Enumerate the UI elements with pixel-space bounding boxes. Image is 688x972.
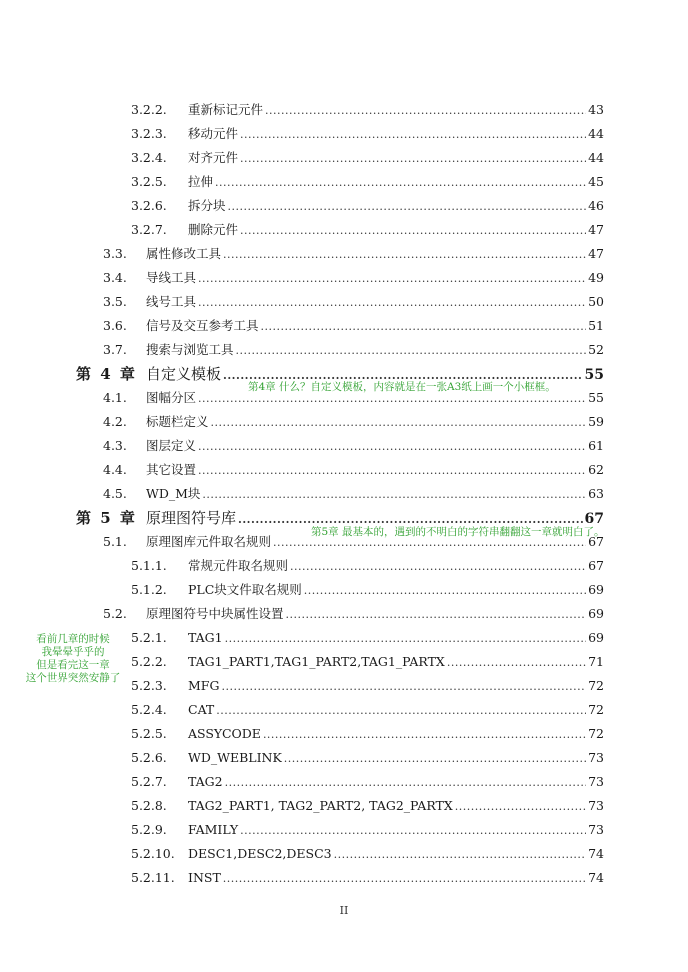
toc-entry-title: TAG1 — [188, 630, 223, 645]
toc-entry[interactable] — [0, 124, 688, 144]
toc-entry-number: 第 5 章 — [76, 509, 137, 527]
toc-entry[interactable] — [0, 244, 688, 264]
toc-dot-leader — [447, 653, 586, 673]
toc-entry[interactable] — [0, 748, 688, 768]
toc-entry-title: 信号及交互参考工具 — [146, 318, 259, 333]
toc-entry-number: 4.1. — [103, 390, 127, 405]
toc-dot-leader — [216, 701, 586, 721]
toc-dot-leader — [225, 773, 586, 793]
toc-entry-page: 43 — [588, 102, 604, 117]
toc-entry-number: 5.1.1. — [131, 558, 167, 573]
toc-entry-number: 3.2.4. — [131, 150, 167, 165]
toc-entry-number: 5.1.2. — [131, 582, 167, 597]
toc-entry-number: 3.3. — [103, 246, 127, 261]
toc-dot-leader — [263, 725, 586, 745]
toc-dot-leader — [198, 437, 586, 457]
toc-entry-number: 5.2.6. — [131, 750, 167, 765]
toc-entry-number: 5.2.11. — [131, 870, 175, 885]
toc-entry-page: 73 — [588, 750, 604, 765]
toc-entry-title: 删除元件 — [188, 222, 239, 237]
toc-entry-title: 拉伸 — [188, 174, 214, 189]
toc-entry-title: INST — [188, 870, 221, 885]
toc-entry-title: 原理图符号库 — [146, 509, 237, 527]
toc-entry-number: 5.2.8. — [131, 798, 167, 813]
toc-entry-page: 55 — [584, 367, 604, 383]
toc-entry-title: 原理图库元件取名规则 — [146, 534, 272, 549]
toc-entry[interactable] — [0, 724, 688, 744]
toc-entry-title: 对齐元件 — [188, 150, 239, 165]
toc-entry-title: 导线工具 — [146, 270, 197, 285]
toc-entry-title: 原理图符号中块属性设置 — [146, 606, 284, 621]
annotation-chapter-5: 第5章 最基本的，遇到的不明白的字符串翻翻这一章就明白了。 — [311, 526, 605, 538]
toc-entry-page: 52 — [588, 342, 604, 357]
toc-dot-leader — [202, 485, 586, 505]
toc-entry-page: 59 — [588, 414, 604, 429]
page-number-footer: II — [339, 904, 349, 917]
toc-entry-number: 4.3. — [103, 438, 127, 453]
toc-entry-page: 73 — [588, 822, 604, 837]
toc-dot-leader — [223, 869, 586, 889]
margin-note-line: 看前几章的时候 — [36, 633, 110, 645]
toc-entry-number: 3.6. — [103, 318, 127, 333]
toc-entry[interactable] — [0, 484, 688, 504]
toc-entry[interactable] — [0, 796, 688, 816]
toc-entry[interactable] — [0, 844, 688, 864]
toc-entry-title: 其它设置 — [146, 462, 197, 477]
toc-entry-page: 63 — [588, 486, 604, 501]
toc-entry-page: 45 — [588, 174, 604, 189]
toc-entry-page: 74 — [588, 870, 604, 885]
toc-entry-page: 72 — [588, 678, 604, 693]
toc-entry-page: 67 — [588, 534, 604, 549]
toc-entry-page: 69 — [588, 606, 604, 621]
toc-entry-number: 4.5. — [103, 486, 127, 501]
toc-dot-leader — [228, 197, 587, 217]
toc-entry-number: 5.2. — [103, 606, 127, 621]
toc-entry-page: 72 — [588, 726, 604, 741]
margin-note-line: 但是看完这一章 — [36, 659, 110, 671]
toc-entry-page: 69 — [588, 630, 604, 645]
toc-entry-number: 5.2.1. — [131, 630, 167, 645]
toc-entry[interactable] — [0, 148, 688, 168]
toc-entry-title: 属性修改工具 — [146, 246, 222, 261]
toc-entry-title: 重新标记元件 — [188, 102, 264, 117]
annotation-chapter-4: 第4章 什么？自定义模板，内容就是在一张A3纸上画一个小框框。 — [248, 381, 556, 393]
toc-entry-title: 线号工具 — [146, 294, 197, 309]
toc-entry-page: 72 — [588, 702, 604, 717]
toc-entry-title: TAG1_PART1,TAG1_PART2,TAG1_PARTX — [188, 654, 445, 669]
toc-entry-page: 50 — [588, 294, 604, 309]
toc-entry-title: 标题栏定义 — [146, 414, 209, 429]
toc-entry-number: 5.1. — [103, 534, 127, 549]
toc-dot-leader — [240, 125, 586, 145]
toc-dot-leader — [455, 797, 586, 817]
toc-entry-number: 4.4. — [103, 462, 127, 477]
toc-entry[interactable] — [0, 100, 688, 120]
toc-entry-page: 44 — [588, 126, 604, 141]
toc-entry-page: 74 — [588, 846, 604, 861]
toc-entry[interactable] — [0, 700, 688, 720]
toc-entry[interactable] — [0, 172, 688, 192]
toc-entry-page: 73 — [588, 774, 604, 789]
toc-entry-number: 3.2.7. — [131, 222, 167, 237]
toc-entry[interactable] — [0, 580, 688, 600]
toc-dot-leader — [236, 341, 587, 361]
toc-entry-page: 69 — [588, 582, 604, 597]
toc-entry-page: 51 — [588, 318, 604, 333]
toc-entry-page: 46 — [588, 198, 604, 213]
toc-chapter-entry[interactable] — [0, 508, 688, 528]
toc-entry[interactable] — [0, 292, 688, 312]
toc-entry-page: 73 — [588, 798, 604, 813]
toc-entry-number: 5.2.9. — [131, 822, 167, 837]
toc-dot-leader — [334, 845, 586, 865]
toc-dot-leader — [286, 605, 587, 625]
toc-entry-title: WD_WEBLINK — [188, 750, 282, 765]
toc-entry-title: 移动元件 — [188, 126, 239, 141]
toc-entry[interactable] — [0, 436, 688, 456]
toc-entry-page: 49 — [588, 270, 604, 285]
toc-dot-leader — [198, 461, 586, 481]
toc-entry-number: 3.4. — [103, 270, 127, 285]
toc-entry-page: 55 — [588, 390, 604, 405]
toc-entry-number: 5.2.10. — [131, 846, 175, 861]
toc-entry-page: 67 — [588, 558, 604, 573]
toc-dot-leader — [240, 149, 586, 169]
toc-entry-title: 搜索与浏览工具 — [146, 342, 234, 357]
toc-dot-leader — [240, 821, 586, 841]
toc-entry[interactable] — [0, 340, 688, 360]
toc-entry-title: 自定义模板 — [146, 365, 222, 383]
toc-entry[interactable] — [0, 196, 688, 216]
toc-entry-number: 第 4 章 — [76, 365, 137, 383]
toc-entry-number: 3.7. — [103, 342, 127, 357]
toc-entry-title: 图层定义 — [146, 438, 197, 453]
toc-entry[interactable] — [0, 604, 688, 624]
toc-entry-page: 67 — [584, 511, 604, 527]
toc-entry-page: 62 — [588, 462, 604, 477]
toc-dot-leader — [261, 317, 587, 337]
toc-entry-title: 图幅分区 — [146, 390, 197, 405]
toc-entry-page: 44 — [588, 150, 604, 165]
toc-dot-leader — [290, 557, 586, 577]
toc-entry[interactable] — [0, 220, 688, 240]
toc-entry[interactable] — [0, 772, 688, 792]
toc-entry-number: 5.2.5. — [131, 726, 167, 741]
toc-entry-number: 5.2.7. — [131, 774, 167, 789]
toc-entry-number: 3.2.6. — [131, 198, 167, 213]
toc-entry-page: 47 — [588, 222, 604, 237]
toc-entry-title: 常规元件取名规则 — [188, 558, 289, 573]
toc-entry-number: 3.2.2. — [131, 102, 167, 117]
margin-note-line: 这个世界突然安静了 — [25, 672, 121, 684]
toc-entry-number: 3.5. — [103, 294, 127, 309]
toc-dot-leader — [215, 173, 586, 193]
annotation-margin-note — [20, 633, 126, 685]
toc-dot-leader — [221, 677, 586, 697]
toc-entry-title: TAG2 — [188, 774, 223, 789]
toc-entry-page: 47 — [588, 246, 604, 261]
toc-dot-leader — [304, 581, 586, 601]
toc-entry-number: 5.2.2. — [131, 654, 167, 669]
toc-entry[interactable] — [0, 820, 688, 840]
toc-entry-title: TAG2_PART1, TAG2_PART2, TAG2_PARTX — [188, 798, 453, 813]
margin-note-line: 我晕晕乎乎的 — [41, 646, 105, 658]
toc-dot-leader — [198, 269, 586, 289]
toc-entry-title: CAT — [188, 702, 215, 717]
toc-entry-number: 5.2.4. — [131, 702, 167, 717]
toc-entry-number: 5.2.3. — [131, 678, 167, 693]
toc-entry[interactable] — [0, 556, 688, 576]
toc-entry-number: 3.2.3. — [131, 126, 167, 141]
toc-dot-leader — [225, 629, 586, 649]
toc-entry[interactable] — [0, 316, 688, 336]
toc-entry-title: 拆分块 — [188, 198, 226, 213]
toc-entry-number: 3.2.5. — [131, 174, 167, 189]
toc-dot-leader — [284, 749, 586, 769]
toc-entry-title: MFG — [188, 678, 220, 693]
toc-dot-leader — [265, 101, 586, 121]
toc-dot-leader — [198, 293, 586, 313]
toc-entry-title: WD_M块 — [146, 486, 201, 501]
toc-dot-leader — [223, 245, 586, 265]
toc-entry-title: FAMILY — [188, 822, 239, 837]
toc-entry-title: PLC块文件取名规则 — [188, 582, 302, 597]
toc-entry[interactable] — [0, 268, 688, 288]
toc-entry-number: 4.2. — [103, 414, 127, 429]
toc-dot-leader — [211, 413, 587, 433]
toc-dot-leader — [240, 221, 586, 241]
toc-entry-title: DESC1,DESC2,DESC3 — [188, 846, 332, 861]
toc-entry-title: ASSYCODE — [188, 726, 261, 741]
toc-entry[interactable] — [0, 412, 688, 432]
toc-entry-page: 71 — [588, 654, 604, 669]
toc-entry[interactable] — [0, 868, 688, 888]
toc-entry[interactable] — [0, 460, 688, 480]
toc-entry-page: 61 — [588, 438, 604, 453]
